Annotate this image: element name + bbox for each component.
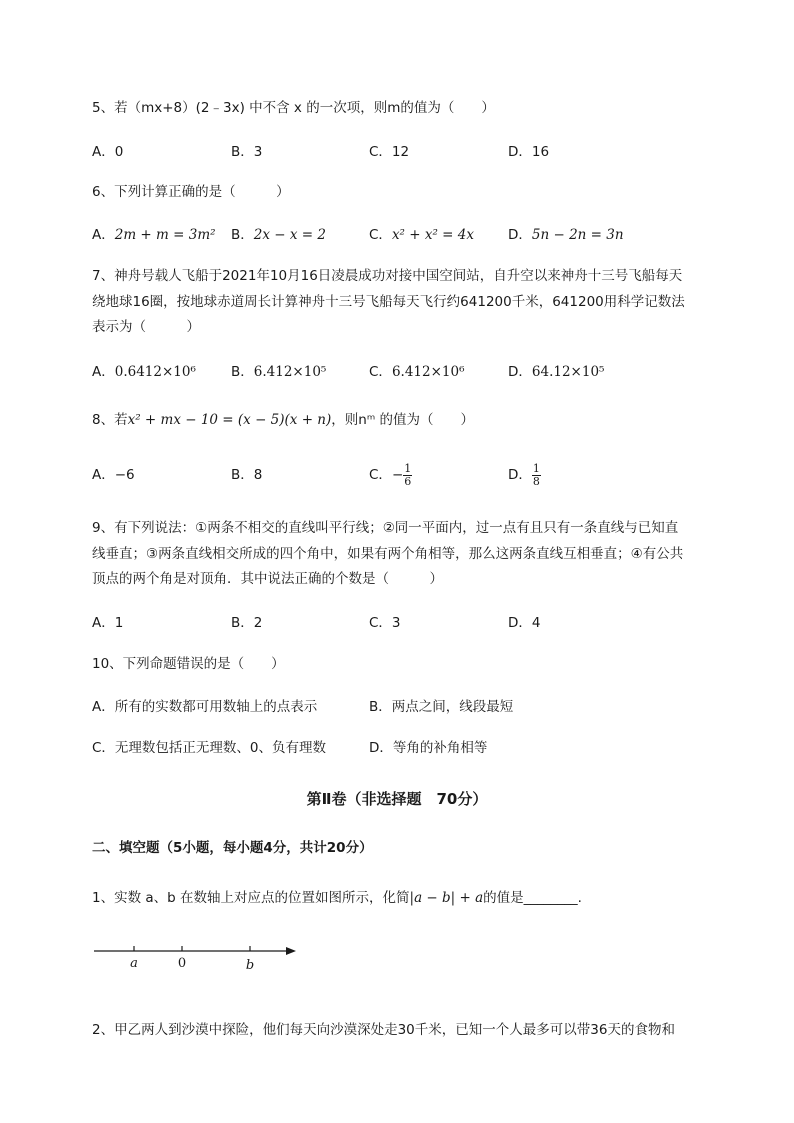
q10-option-d: D．等角的补角相等 bbox=[369, 740, 488, 756]
q8-option-a bbox=[92, 458, 135, 492]
q6-option-b bbox=[231, 224, 326, 246]
q5-stem: 5、若（mx+8）(2﹣3x) 中不含 x 的一次项，则m的值为（ ） bbox=[92, 100, 495, 116]
q8-option-a-value: −6 bbox=[114, 467, 135, 483]
q8-option-d-label: D． bbox=[508, 467, 532, 483]
f1-stem-expr: |a − b| + a bbox=[409, 890, 484, 906]
q10-option-c: C．无理数包括正无理数、0、负有理数 bbox=[92, 740, 327, 756]
q7-option-c bbox=[369, 361, 465, 383]
f1-stem-prefix: 1、实数 a、b 在数轴上对应点的位置如图所示，化简 bbox=[92, 890, 410, 906]
q8-option-c-fraction bbox=[403, 463, 412, 488]
q6-options bbox=[92, 224, 732, 246]
q8-stem bbox=[92, 410, 474, 430]
q8-option-d-denominator: 8 bbox=[532, 474, 540, 488]
q10-option-b: B．两点之间，线段最短 bbox=[369, 699, 514, 715]
section-heading: 二、填空题（5小题，每小题4分，共计20分） bbox=[92, 840, 373, 856]
number-line-label-a: a bbox=[130, 956, 138, 971]
q6-option-c bbox=[369, 224, 474, 246]
q5-option-b: B．3 bbox=[231, 144, 263, 160]
q8-option-b bbox=[231, 458, 262, 492]
q8-option-c-denominator: 6 bbox=[404, 474, 412, 488]
f1-stem bbox=[92, 888, 582, 908]
q9-stem-line-3: 顶点的两个角是对顶角．其中说法正确的个数是（ ） bbox=[92, 571, 443, 587]
q7-option-d-label: D． bbox=[508, 364, 532, 380]
q5-option-c: C．12 bbox=[369, 144, 410, 160]
q6-option-d bbox=[508, 224, 624, 246]
q5-option-a: A．0 bbox=[92, 144, 124, 160]
number-line-arrow-icon bbox=[286, 947, 296, 955]
q9-option-c: C．3 bbox=[369, 615, 401, 631]
q6-option-d-label: D． bbox=[508, 227, 532, 243]
f2-stem: 2、甲乙两人到沙漠中探险，他们每天向沙漠深处走30千米，已知一个人最多可以带36天的食物和 bbox=[92, 1022, 675, 1038]
q7-stem-line-3: 表示为（ ） bbox=[92, 319, 200, 335]
q8-stem-suffix: ，则nᵐ 的值为（ ） bbox=[331, 412, 475, 428]
q9-options bbox=[92, 612, 732, 634]
q7-option-c-expr: 6.412×10⁶ bbox=[391, 364, 465, 380]
q8-option-c-numerator: 1 bbox=[404, 461, 412, 475]
q6-stem: 6、下列计算正确的是（ ） bbox=[92, 184, 290, 200]
q7-option-b-label: B． bbox=[231, 364, 254, 380]
number-line-label-b: b bbox=[245, 958, 255, 972]
q6-option-a-label: A． bbox=[92, 227, 115, 243]
q6-option-b-label: B． bbox=[231, 227, 254, 243]
q9-option-a: A．1 bbox=[92, 615, 124, 631]
q6-option-a bbox=[92, 224, 216, 246]
q10-stem: 10、下列命题错误的是（ ） bbox=[92, 656, 285, 672]
q8-options bbox=[92, 458, 732, 492]
q7-options bbox=[92, 361, 732, 383]
q8-option-d-numerator: 1 bbox=[532, 461, 540, 475]
q7-option-a-expr: 0.6412×10⁶ bbox=[114, 364, 196, 380]
q9-option-d: D．4 bbox=[508, 615, 541, 631]
q7-option-a-label: A． bbox=[92, 364, 115, 380]
q8-option-c-label: C． bbox=[369, 467, 392, 483]
q8-stem-prefix: 8、若 bbox=[92, 412, 128, 428]
q6-option-c-expr: x² + x² = 4x bbox=[391, 227, 474, 243]
q7-option-d-expr: 64.12×10⁵ bbox=[531, 364, 605, 380]
q6-option-d-expr: 5n − 2n = 3n bbox=[531, 227, 624, 243]
q9-option-b: B．2 bbox=[231, 615, 263, 631]
q5-option-d: D．16 bbox=[508, 144, 550, 160]
q7-stem-line-1: 7、神舟号载人飞船于2021年10月16日凌晨成功对接中国空间站，自升空以来神舟十三号飞船每天 bbox=[92, 268, 683, 284]
q7-option-b-expr: 6.412×10⁵ bbox=[253, 364, 327, 380]
q7-option-d bbox=[508, 361, 604, 383]
q6-option-c-label: C． bbox=[369, 227, 392, 243]
q8-option-b-label: B． bbox=[231, 467, 254, 483]
q8-option-d bbox=[508, 458, 541, 492]
q7-option-a bbox=[92, 361, 196, 383]
q8-option-d-fraction bbox=[532, 463, 541, 488]
q6-option-a-expr: 2m + m = 3m² bbox=[114, 227, 216, 243]
q8-option-c-sign: − bbox=[391, 467, 404, 483]
q7-option-b bbox=[231, 361, 326, 383]
q8-stem-expr: x² + mx − 10 = (x − 5)(x + n) bbox=[127, 412, 332, 428]
q5-options bbox=[92, 141, 732, 163]
q9-stem-line-1: 9、有下列说法：①两条不相交的直线叫平行线；②同一平面内，过一点有且只有一条直线与已知直 bbox=[92, 520, 679, 536]
q7-stem-line-2: 绕地球16圈，按地球赤道周长计算神舟十三号飞船每天飞行约641200千米，641200用科学记数法 bbox=[92, 294, 685, 310]
q10-option-a: A．所有的实数都可用数轴上的点表示 bbox=[92, 699, 318, 715]
q8-option-c bbox=[369, 458, 412, 492]
number-line bbox=[92, 940, 302, 972]
q6-option-b-expr: 2x − x = 2 bbox=[253, 227, 326, 243]
q8-option-a-label: A． bbox=[92, 467, 115, 483]
section-title: 第Ⅱ卷（非选择题 70分） bbox=[306, 790, 488, 808]
q10-options-row-2 bbox=[92, 737, 732, 759]
q7-option-c-label: C． bbox=[369, 364, 392, 380]
f1-stem-suffix: 的值是________. bbox=[483, 890, 582, 906]
number-line-label-0: 0 bbox=[177, 956, 187, 971]
q9-stem-line-2: 线垂直；③两条直线相交所成的四个角中，如果有两个角相等，那么这两条直线互相垂直；④有公共 bbox=[92, 546, 684, 562]
q10-options-row-1 bbox=[92, 696, 732, 718]
q8-option-b-value: 8 bbox=[253, 467, 263, 483]
